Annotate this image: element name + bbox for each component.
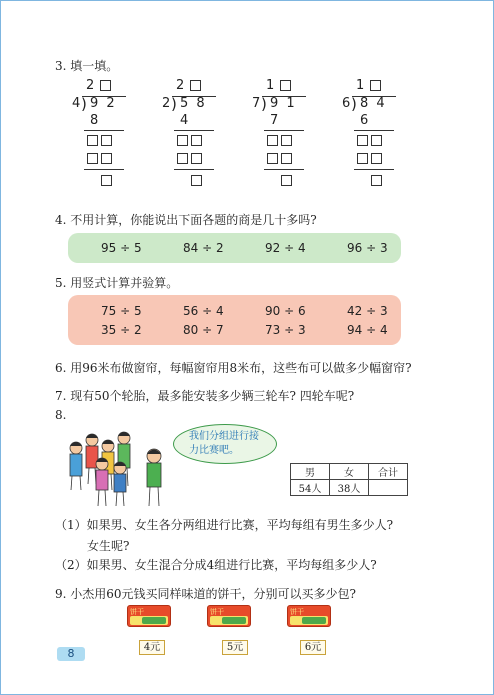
division-bracket: ) (351, 95, 357, 113)
q5-expr-r1-2: 56 ÷ 4 (183, 304, 224, 318)
dividend: 9 1 (270, 96, 297, 111)
q9-text: 9. 小杰用60元钱买同样味道的饼干，分别可以买多少包? (55, 587, 356, 601)
biscuit-package-3 (287, 605, 331, 627)
subtraction-line (264, 169, 304, 170)
answer-box[interactable] (191, 175, 202, 186)
division-bracket: ) (171, 95, 177, 113)
price-tag-3: 6元 (300, 640, 326, 655)
q8-sub2: （2）如果男、女生混合分成4组进行比赛，平均每组多少人? (55, 558, 377, 572)
table-header-cell: 合计 (369, 464, 408, 480)
dividend: 9 2 (90, 96, 117, 111)
q4-expr-4: 96 ÷ 3 (347, 241, 388, 255)
answer-box[interactable] (191, 153, 202, 164)
first-product: 8 (90, 113, 99, 128)
table-cell: 54人 (291, 480, 330, 496)
q8-title: 8. (55, 408, 67, 422)
divisor: 7 (252, 96, 261, 111)
answer-box[interactable] (191, 135, 202, 146)
package-band-green (142, 617, 166, 624)
table-header-cell: 女 (330, 464, 369, 480)
subtraction-line (264, 130, 304, 131)
bubble-line-1: 我们分组进行接 (189, 431, 259, 442)
table-cell[interactable] (369, 480, 408, 496)
divisor: 6 (342, 96, 351, 111)
answer-box[interactable] (281, 135, 292, 146)
page-number: 8 (57, 647, 85, 661)
q5-expression-panel (68, 295, 401, 345)
speech-bubble-text (189, 430, 267, 458)
q5-expr-r2-2: 80 ÷ 7 (183, 323, 224, 337)
subtraction-line (174, 169, 214, 170)
q5-expr-r2-4: 94 ÷ 4 (347, 323, 388, 337)
q5-expr-r2-1: 35 ÷ 2 (101, 323, 142, 337)
answer-box[interactable] (100, 80, 111, 91)
first-product: 4 (180, 113, 189, 128)
answer-box[interactable] (267, 135, 278, 146)
biscuit-label: 饼干 (290, 608, 304, 616)
quotient-digit: 1 (356, 78, 365, 93)
quotient-digit: 2 (176, 78, 185, 93)
answer-box[interactable] (371, 175, 382, 186)
q4-expr-1: 95 ÷ 5 (101, 241, 142, 255)
answer-box[interactable] (267, 153, 278, 164)
q4-expr-3: 92 ÷ 4 (265, 241, 306, 255)
dividend: 8 4 (360, 96, 387, 111)
division-problem-4 (340, 78, 406, 198)
q6-text: 6. 用96米布做窗帘，每幅窗帘用8米布，这些布可以做多少幅窗帘? (55, 361, 412, 375)
answer-box[interactable] (101, 153, 112, 164)
division-bracket: ) (261, 95, 267, 113)
answer-box[interactable] (281, 153, 292, 164)
answer-box[interactable] (177, 135, 188, 146)
division-problem-2 (160, 78, 226, 198)
answer-box[interactable] (87, 135, 98, 146)
q4-expr-2: 84 ÷ 2 (183, 241, 224, 255)
first-product: 6 (360, 113, 369, 128)
children-group-illustration (62, 420, 177, 510)
answer-box[interactable] (101, 135, 112, 146)
answer-box[interactable] (177, 153, 188, 164)
answer-box[interactable] (101, 175, 112, 186)
q3-title: 3. 填一填。 (55, 59, 119, 73)
dividend: 5 8 (180, 96, 207, 111)
subtraction-line (84, 130, 124, 131)
answer-box[interactable] (370, 80, 381, 91)
subtraction-line (84, 169, 124, 170)
answer-box[interactable] (371, 135, 382, 146)
quotient-digit: 1 (266, 78, 275, 93)
table-header-cell: 男 (291, 464, 330, 480)
q5-title: 5. 用竖式计算并验算。 (55, 276, 179, 290)
answer-box[interactable] (280, 80, 291, 91)
subtraction-line (354, 169, 394, 170)
divisor: 4 (72, 96, 81, 111)
quotient-digit: 2 (86, 78, 95, 93)
divisor: 2 (162, 96, 171, 111)
table-cell: 38人 (330, 480, 369, 496)
q5-expr-r1-4: 42 ÷ 3 (347, 304, 388, 318)
q7-text: 7. 现有50个轮胎，最多能安装多少辆三轮车? 四轮车呢? (55, 389, 355, 403)
biscuit-label: 饼干 (210, 608, 224, 616)
price-tag-1: 4元 (139, 640, 165, 655)
q8-sub1-cont: 女生呢? (87, 539, 130, 553)
price-tag-2: 5元 (222, 640, 248, 655)
q4-title: 4. 不用计算，你能说出下面各题的商是几十多吗? (55, 213, 317, 227)
q5-expr-r2-3: 73 ÷ 3 (265, 323, 306, 337)
subtraction-line (174, 130, 214, 131)
package-band-green (302, 617, 326, 624)
answer-box[interactable] (357, 135, 368, 146)
division-bracket: ) (81, 95, 87, 113)
subtraction-line (354, 130, 394, 131)
q5-expr-r1-1: 75 ÷ 5 (101, 304, 142, 318)
q5-expr-r1-3: 90 ÷ 6 (265, 304, 306, 318)
answer-box[interactable] (190, 80, 201, 91)
biscuit-package-1 (127, 605, 171, 627)
answer-box[interactable] (281, 175, 292, 186)
bubble-line-2: 力比赛吧。 (189, 445, 239, 456)
first-product: 7 (270, 113, 279, 128)
answer-box[interactable] (87, 153, 98, 164)
student-count-table (290, 463, 408, 496)
division-problem-1 (70, 78, 136, 198)
biscuit-package-2 (207, 605, 251, 627)
division-problem-3 (250, 78, 316, 198)
table-header-row (291, 464, 408, 480)
answer-box[interactable] (357, 153, 368, 164)
package-band-green (222, 617, 246, 624)
table-row (291, 480, 408, 496)
answer-box[interactable] (371, 153, 382, 164)
biscuit-label: 饼干 (130, 608, 144, 616)
q8-sub1: （1）如果男、女生各分两组进行比赛，平均每组有男生多少人? (55, 518, 394, 532)
